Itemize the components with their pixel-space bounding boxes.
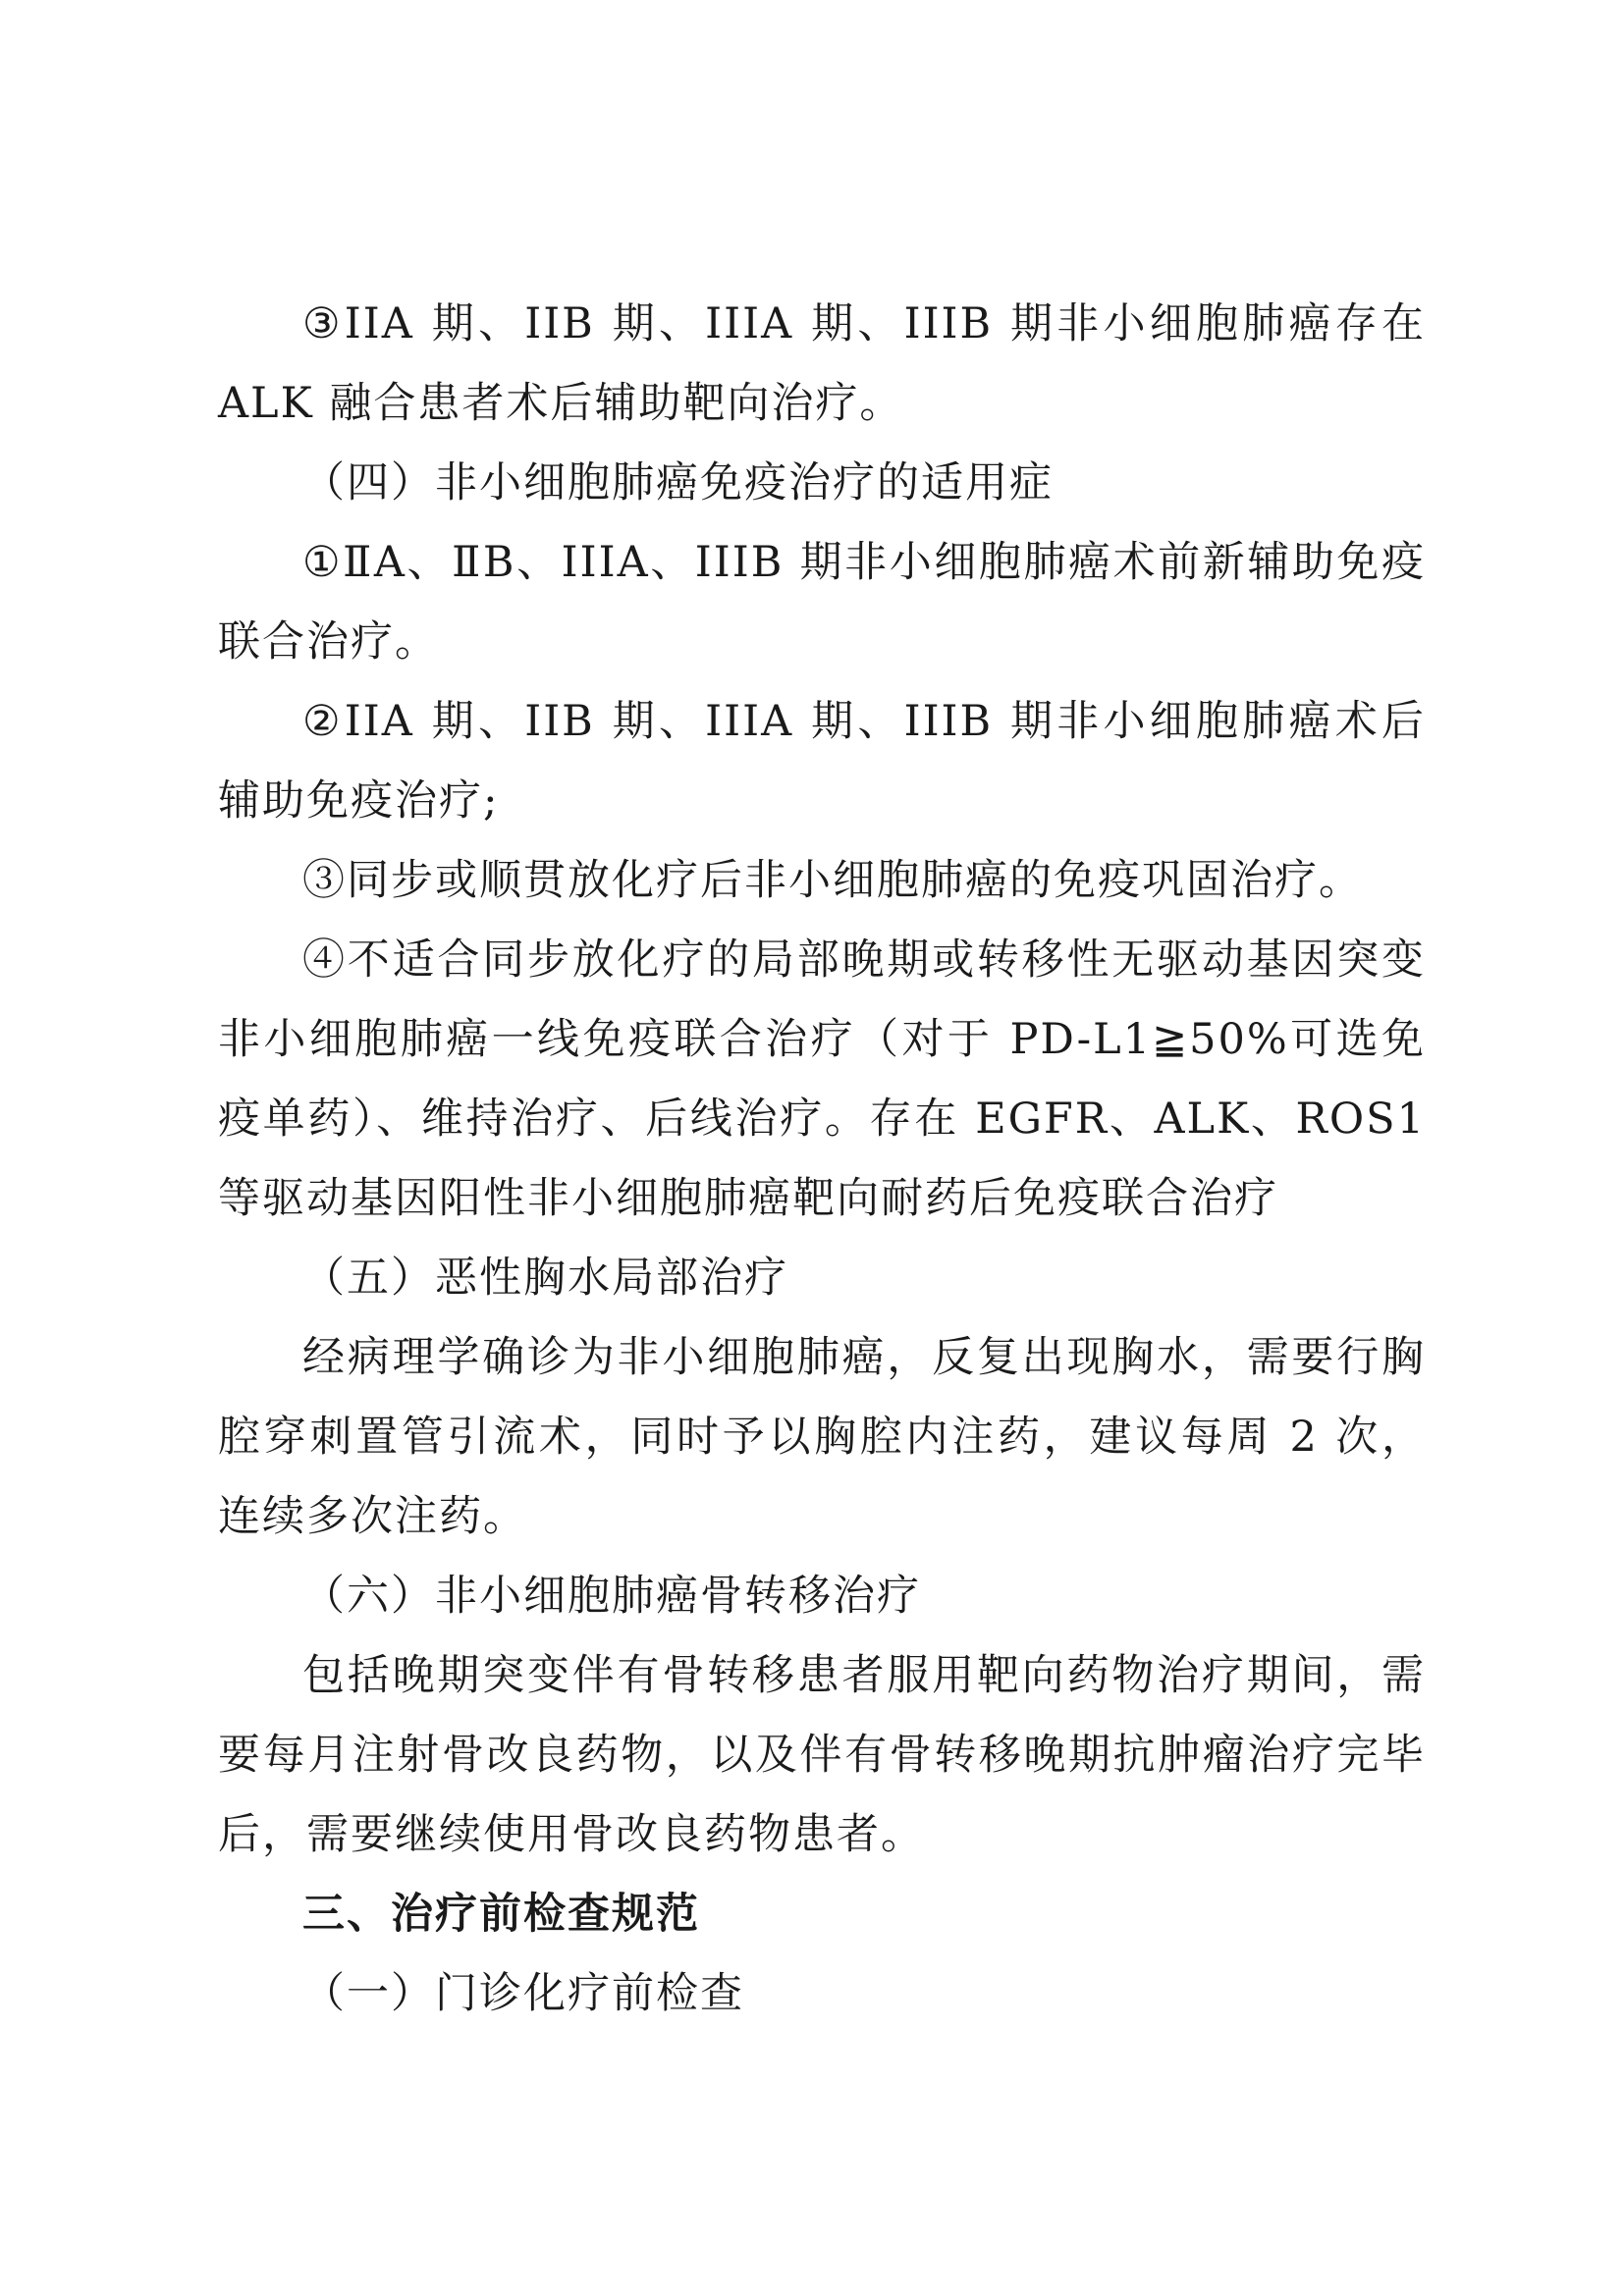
- paragraph-bone-metastasis: 包括晚期突变伴有骨转移患者服用靶向药物治疗期间，需要每月注射骨改良药物，以及伴有骨转移晚期抗肿瘤治疗完毕后，需要继续使用骨改良药物患者。: [218, 1651, 1426, 1859]
- paragraph-pleural-effusion: 经病理学确诊为非小细胞肺癌，反复出现胸水，需要行胸腔穿刺置管引流术，同时予以胸腔内注药，建议每周 2 次，连续多次注药。: [218, 1333, 1426, 1541]
- section-heading-3: 三、治疗前检查规范: [302, 1890, 700, 1939]
- section-heading-5: （五）恶性胸水局部治疗: [302, 1254, 788, 1303]
- document-body: [218, 285, 1426, 2034]
- section-heading-4: （四）非小细胞肺癌免疫治疗的适用症: [302, 458, 1054, 507]
- paragraph-immuno-3: ③同步或顺贯放化疗后非小细胞肺癌的免疫巩固治疗。: [302, 856, 1363, 905]
- paragraph-alk-adjuvant: ③IIA 期、IIB 期、IIIA 期、IIIB 期非小细胞肺癌存在 ALK 融合患者术后辅助靶向治疗。: [218, 299, 1426, 428]
- paragraph-immuno-2: ②IIA 期、IIB 期、IIIA 期、IIIB 期非小细胞肺癌术后辅助免疫治疗;: [218, 697, 1426, 826]
- section-heading-3-1: （一）门诊化疗前检查: [302, 1969, 744, 2018]
- section-heading-6: （六）非小细胞肺癌骨转移治疗: [302, 1572, 921, 1621]
- paragraph-immuno-1: ①ⅡA、ⅡB、IIIA、IIIB 期非小细胞肺癌术前新辅助免疫联合治疗。: [218, 538, 1426, 667]
- paragraph-immuno-4: ④不适合同步放化疗的局部晚期或转移性无驱动基因突变非小细胞肺癌一线免疫联合治疗（对于 PD-L1≧50%可选免疫单药）、维持治疗、后线治疗。存在 EGFR、ALK、ROS1 等驱动基因阳性非小细胞肺癌靶向耐药后免疫联合治疗: [218, 935, 1426, 1223]
